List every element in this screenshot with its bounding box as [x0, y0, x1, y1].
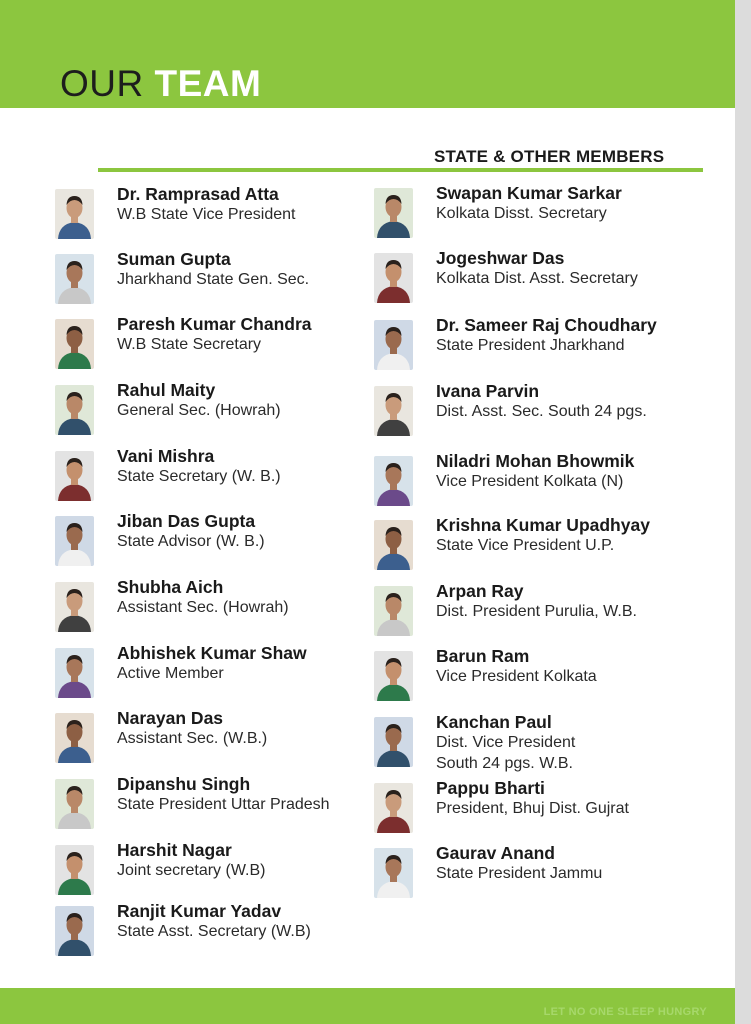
member-name: Barun Ram — [436, 646, 530, 666]
member-role: Kolkata Dist. Asst. Secretary — [436, 270, 638, 287]
member-photo — [55, 779, 94, 829]
section-title: STATE & OTHER MEMBERS — [434, 147, 665, 166]
footer-banner — [0, 988, 735, 1024]
member-name: Jogeshwar Das — [436, 248, 565, 268]
member-role: State President Uttar Pradesh — [117, 796, 330, 813]
member-photo — [374, 520, 413, 570]
member-name: Arpan Ray — [436, 581, 524, 601]
member-photo — [374, 386, 413, 436]
member-role: Assistant Sec. (Howrah) — [117, 599, 289, 616]
member-photo — [55, 648, 94, 698]
member-role: Active Member — [117, 665, 224, 682]
member-photo — [55, 906, 94, 956]
member-name: Shubha Aich — [117, 577, 224, 597]
member-name: Paresh Kumar Chandra — [117, 314, 312, 334]
member-photo — [374, 188, 413, 238]
section-divider — [98, 168, 703, 172]
member-role: Dist. Vice President — [436, 734, 576, 751]
member-name: Krishna Kumar Upadhyay — [436, 515, 650, 535]
member-name: Narayan Das — [117, 708, 224, 728]
member-photo — [55, 845, 94, 895]
member-photo — [55, 582, 94, 632]
member-role: Dist. President Purulia, W.B. — [436, 603, 637, 620]
member-role: General Sec. (Howrah) — [117, 402, 281, 419]
member-name: Ranjit Kumar Yadav — [117, 901, 282, 921]
title-team: TEAM — [154, 63, 262, 104]
member-role: State President Jharkhand — [436, 337, 625, 354]
member-name: Gaurav Anand — [436, 843, 555, 863]
member-photo — [55, 451, 94, 501]
member-role: Dist. Asst. Sec. South 24 pgs. — [436, 403, 647, 420]
member-photo — [55, 713, 94, 763]
member-role-line2: South 24 pgs. W.B. — [436, 755, 573, 772]
member-role: President, Bhuj Dist. Gujrat — [436, 800, 629, 817]
member-role: W.B State Secretary — [117, 336, 262, 353]
member-photo — [374, 848, 413, 898]
member-role: W.B State Vice President — [117, 206, 296, 223]
member-photo — [374, 783, 413, 833]
member-role: Kolkata Disst. Secretary — [436, 205, 607, 222]
page-title — [60, 64, 261, 104]
member-name: Suman Gupta — [117, 249, 231, 269]
member-role: State Advisor (W. B.) — [117, 533, 265, 550]
member-name: Abhishek Kumar Shaw — [117, 643, 307, 663]
member-name: Jiban Das Gupta — [117, 511, 256, 531]
member-photo — [374, 253, 413, 303]
member-name: Dipanshu Singh — [117, 774, 251, 794]
member-name: Rahul Maity — [117, 380, 216, 400]
member-name: Ivana Parvin — [436, 381, 540, 401]
member-photo — [374, 456, 413, 506]
member-name: Swapan Kumar Sarkar — [436, 183, 622, 203]
member-photo — [55, 385, 94, 435]
member-photo — [374, 651, 413, 701]
member-role: Joint secretary (W.B) — [117, 862, 266, 879]
member-photo — [374, 717, 413, 767]
footer-tagline: LET NO ONE SLEEP HUNGRY — [543, 1006, 707, 1018]
member-role: Assistant Sec. (W.B.) — [117, 730, 268, 747]
member-name: Dr. Ramprasad Atta — [117, 184, 279, 204]
member-role: Vice President Kolkata (N) — [436, 473, 624, 490]
member-role: Jharkhand State Gen. Sec. — [117, 271, 310, 288]
member-role: State Vice President U.P. — [436, 537, 615, 554]
member-role: State President Jammu — [436, 865, 603, 882]
member-name: Vani Mishra — [117, 446, 215, 466]
title-our: OUR — [60, 63, 144, 104]
member-role: State Asst. Secretary (W.B) — [117, 923, 311, 940]
member-photo — [55, 516, 94, 566]
member-photo — [55, 319, 94, 369]
member-photo — [374, 586, 413, 636]
member-photo — [374, 320, 413, 370]
member-photo — [55, 189, 94, 239]
page-edge-shadow — [735, 0, 751, 1024]
member-name: Harshit Nagar — [117, 840, 232, 860]
member-name: Niladri Mohan Bhowmik — [436, 451, 635, 471]
member-photo — [55, 254, 94, 304]
member-name: Pappu Bharti — [436, 778, 545, 798]
member-name: Kanchan Paul — [436, 712, 552, 732]
member-role: State Secretary (W. B.) — [117, 468, 281, 485]
member-name: Dr. Sameer Raj Choudhary — [436, 315, 657, 335]
member-role: Vice President Kolkata — [436, 668, 597, 685]
